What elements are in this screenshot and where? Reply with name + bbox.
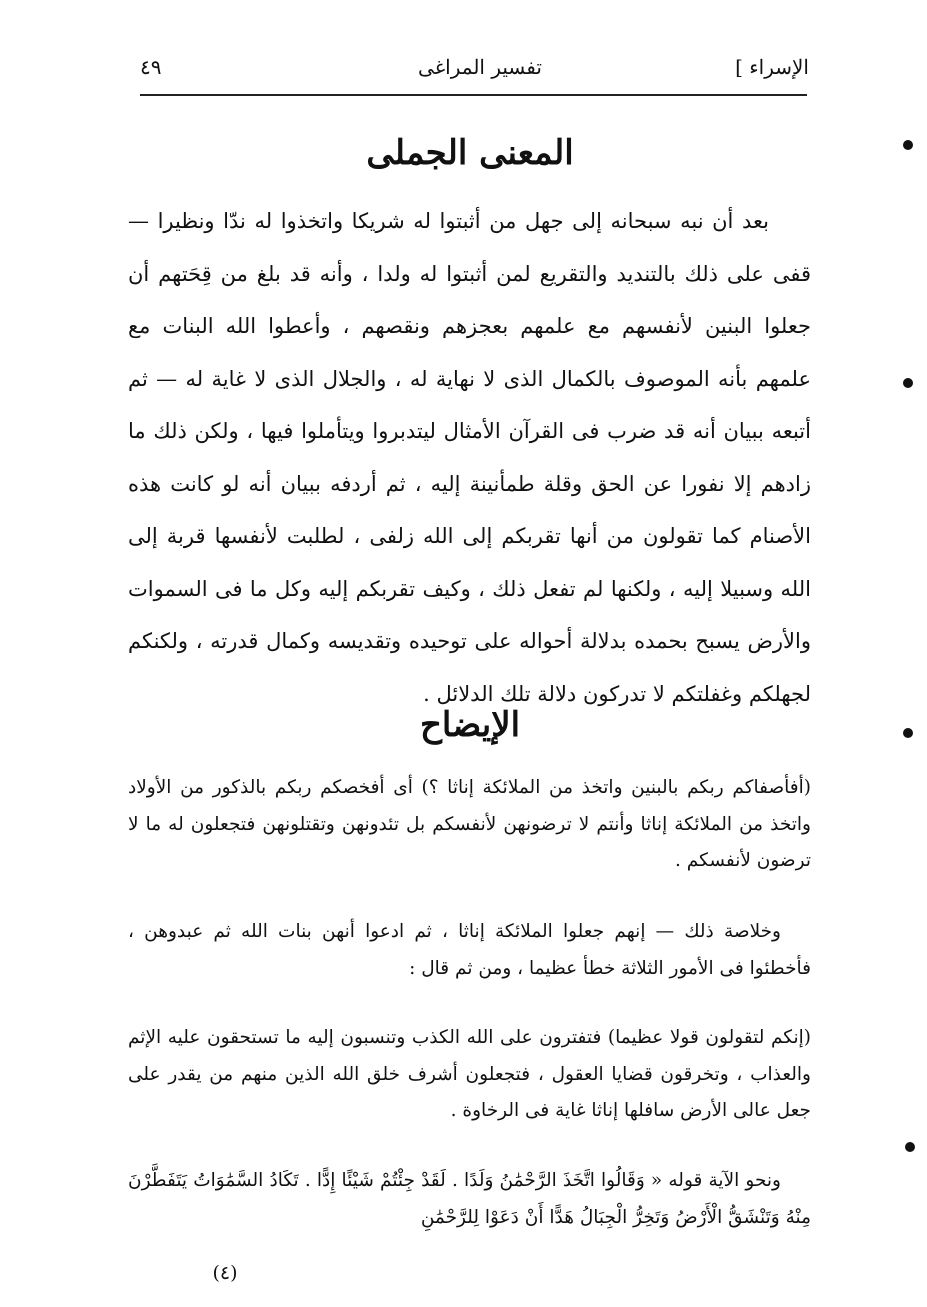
binding-hole-mark bbox=[905, 1142, 915, 1152]
signature-mark: (٤) bbox=[212, 1262, 238, 1284]
binding-hole-mark bbox=[903, 378, 913, 388]
running-header-title: تفسير المراغى bbox=[418, 55, 542, 79]
explanation-paragraph-3: (إنكم لتقولون قولا عظيما) فتفترون على الله الكذب وتنسبون إليه ما تستحقون عليه الإثم والعذاب ، وتخرقون قضايا العقول ، فتجعلون أشرف خلق الله الذين منهم من يقدر على جعل عالى الأرض سافلها إناثا غاية فى الرخاوة . bbox=[128, 1027, 811, 1121]
explanation-paragraph-2: وخلاصة ذلك — إنهم جعلوا الملائكة إناثا ، ثم ادعوا أنهن بنات الله ثم عبدوهن ، فأخطئوا فى الأمور الثلاثة خطأ عظيما ، ومن ثم قال : bbox=[128, 921, 811, 979]
section-heading-summary: المعنى الجملى bbox=[366, 133, 574, 173]
binding-hole-mark bbox=[903, 140, 913, 150]
explanation-paragraph-4: ونحو الآية قوله « وَقَالُوا اتَّخَذَ الرَّحْمَٰنُ وَلَدًا . لَقَدْ جِئْتُمْ شَيْئًا إِدًّا . تَكَادُ السَّمَٰوَاتُ يَتَفَطَّرْنَ مِنْهُ وَتَنْشَقُّ الْأَرْضُ وَتَخِرُّ الْجِبَالُ هَدًّا أَنْ دَعَوْا لِلرَّحْمَٰنِ bbox=[128, 1170, 811, 1228]
explanation-paragraph-1: (أفأصفاكم ربكم بالبنين واتخذ من الملائكة إناثا ؟) أى أفخصكم ربكم بالذكور من الأولاد واتخذ من الملائكة إناثا وأنتم لا ترضونهن لأنفسكم بل تئدونهن وتقتلونهن فتجعلون له ما لا ترضون لأنفسكم . bbox=[128, 777, 811, 871]
section-heading-explanation: الإيضاح bbox=[419, 705, 521, 745]
summary-paragraph: بعد أن نبه سبحانه إلى جهل من أثبتوا له شريكا واتخذوا له ندّا ونظيرا — قفى على ذلك بالتنديد والتقريع لمن أثبتوا له ولدا ، وأنه قد بلغ من قِحَتهم أن جعلوا البنين لأنفسهم مع علمهم بعجزهم ونقصهم ، وأعطوا الله البنات مع علمهم بأنه الموصوف بالكمال الذى لا نهاية له ، والجلال الذى لا غاية له — ثم أتبعه ببيان أنه قد ضرب فى القرآن الأمثال ليتدبروا ويتأملوا فيها ، ولكن ذلك ما زادهم إلا نفورا عن الحق وقلة طمأنينة إليه ، ثم أردفه ببيان أنه لو كانت هذه الأصنام كما تقولون من أنها تقربكم إلى الله زلفى ، لطلبت لأنفسها قربة إلى الله وسبيلا إليه ، ولكنها لم تفعل ذلك ، وكيف تقربكم إليه وكل ما فى السموات والأرض يسبح بحمده بدلالة أحواله على توحيده وتقديسه وكمال قدرته ، ولكنكم لجهلكم وغفلتكم لا تدركون دلالة تلك الدلائل . bbox=[128, 209, 811, 706]
binding-hole-mark bbox=[903, 728, 913, 738]
running-header-surah: الإسراء ] bbox=[735, 55, 809, 79]
page-number: ٤٩ bbox=[140, 55, 162, 79]
header-rule bbox=[140, 94, 807, 96]
